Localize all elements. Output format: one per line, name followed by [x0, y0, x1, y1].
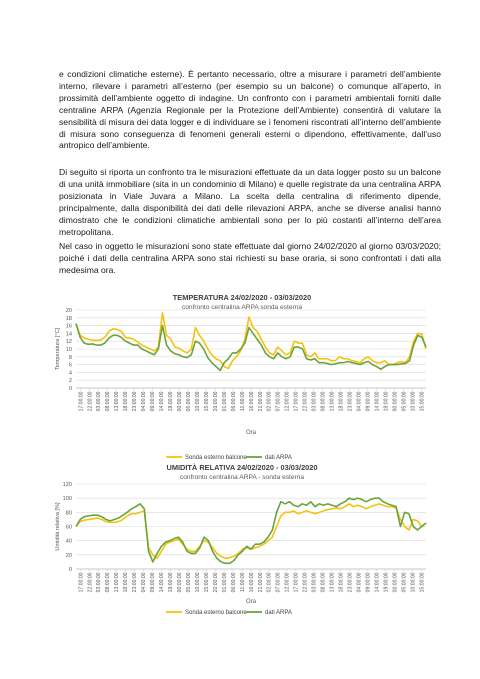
- x-tick-label: 23:00:00: [132, 391, 139, 412]
- y-tick-label: 120: [62, 482, 72, 488]
- paragraph-3: Nel caso in oggetto le misurazioni sono state effettuate dal giorno 24/02/2020 al giorno 03/03/2020; poiché i dati della centralina ARPA sono stai richiesti su base oraria, si sono confrontati i dati alla medesima ora.: [59, 241, 441, 275]
- x-tick-label: 10:00:00: [410, 391, 417, 412]
- y-tick-label: 8: [68, 354, 72, 361]
- x-tick-label: 04:00:00: [141, 572, 148, 593]
- x-tick-label: 22:00:00: [87, 391, 94, 412]
- series-line-1: [76, 313, 426, 369]
- x-tick-label: 17:00:00: [293, 572, 300, 593]
- x-tick-label: 01:00:00: [221, 572, 228, 593]
- x-tick-label: 20:00:00: [212, 391, 219, 412]
- y-tick-label: 10: [65, 347, 72, 353]
- x-tick-label: 13:00:00: [114, 572, 121, 593]
- x-tick-label: 19:00:00: [383, 391, 390, 412]
- x-tick-label: 20:00:00: [212, 572, 219, 593]
- legend-label: dati ARPA: [265, 610, 292, 616]
- temperature-chart: [56, 291, 428, 463]
- x-tick-label: 05:00:00: [185, 391, 192, 412]
- x-tick-label: 08:00:00: [105, 572, 112, 593]
- y-tick-label: 4: [68, 370, 72, 377]
- chart-subtitle: confronto centralina ARPA - sonda esterna: [179, 474, 305, 481]
- y-tick-label: 6: [68, 362, 72, 369]
- x-tick-label: 00:00:00: [177, 572, 184, 593]
- y-axis-title: Umidità relativa [%]: [55, 502, 61, 551]
- y-tick-label: 60: [65, 524, 72, 531]
- x-tick-label: 18:00:00: [123, 391, 130, 412]
- x-tick-label: 03:00:00: [311, 572, 318, 593]
- x-tick-label: 22:00:00: [87, 572, 94, 593]
- x-tick-label: 23:00:00: [132, 572, 139, 593]
- x-tick-label: 17:00:00: [78, 391, 85, 412]
- x-tick-label: 09:00:00: [365, 391, 372, 412]
- x-tick-label: 02:00:00: [266, 572, 273, 593]
- x-tick-label: 00:00:00: [392, 572, 399, 593]
- x-tick-label: 08:00:00: [320, 572, 327, 593]
- legend-label: dati ARPA: [265, 455, 292, 461]
- x-tick-label: 10:00:00: [194, 572, 201, 593]
- x-tick-label: 22:00:00: [302, 391, 309, 412]
- x-tick-label: 18:00:00: [123, 572, 130, 593]
- x-tick-label: 04:00:00: [141, 391, 148, 412]
- x-tick-label: 08:00:00: [105, 391, 112, 412]
- y-tick-label: 2: [68, 378, 72, 385]
- y-axis-title: Temperatura [°C]: [55, 327, 61, 371]
- x-tick-label: 00:00:00: [392, 391, 399, 412]
- x-tick-label: 03:00:00: [96, 391, 103, 412]
- x-tick-label: 07:00:00: [275, 572, 282, 593]
- y-tick-label: 100: [62, 496, 72, 503]
- x-tick-label: 15:00:00: [419, 391, 426, 412]
- x-tick-label: 03:00:00: [311, 391, 318, 412]
- x-tick-label: 14:00:00: [159, 572, 166, 593]
- x-tick-label: 09:00:00: [150, 572, 157, 593]
- x-tick-label: 13:00:00: [329, 391, 336, 412]
- paragraph-1: e condizioni climatiche esterne). È pertanto necessario, oltre a misurare i parametri dell’ambiente interno, rilevare i parametri all’esterno (per esempio su un balcone) o comunque all’aperto, in prossimità dell’ambiente oggetto di indagine. Un confronto con i parametri ambientali forniti dalle centraline ARPA (Agenzia Regionale per la Protezione dell’Ambiente) consentirà di valutare la sensibilità di misura dei data logger e di individuare se i fenomeni riscontrati all’interno dell’ambiente di misura sono conseguenza di fenomeni generali esterni o dipendono, effettivamente, dall’uso antropico dell’ambiente.: [59, 69, 441, 151]
- x-tick-label: 23:00:00: [347, 391, 354, 412]
- x-tick-label: 06:00:00: [230, 572, 237, 593]
- x-tick-label: 13:00:00: [114, 391, 121, 412]
- y-tick-label: 0: [68, 386, 72, 392]
- series-line-2: [76, 324, 426, 371]
- x-tick-label: 16:00:00: [248, 391, 255, 412]
- x-tick-label: 15:00:00: [203, 391, 210, 412]
- x-tick-label: 17:00:00: [78, 572, 85, 593]
- x-tick-label: 19:00:00: [168, 391, 175, 412]
- x-tick-label: 05:00:00: [401, 572, 408, 593]
- x-tick-label: 23:00:00: [347, 572, 354, 593]
- x-axis-title: Ora: [245, 599, 257, 605]
- x-tick-label: 14:00:00: [159, 391, 166, 412]
- x-tick-label: 18:00:00: [338, 572, 345, 593]
- y-tick-label: 0: [68, 567, 72, 573]
- y-tick-label: 18: [65, 315, 72, 322]
- x-tick-label: 02:00:00: [266, 391, 273, 412]
- y-tick-label: 16: [65, 323, 72, 330]
- x-axis-title: Ora: [245, 430, 257, 436]
- humidity-chart: [56, 463, 428, 618]
- x-tick-label: 00:00:00: [177, 391, 184, 412]
- x-tick-label: 04:00:00: [356, 391, 363, 412]
- x-tick-label: 21:00:00: [257, 572, 264, 593]
- x-tick-label: 14:00:00: [374, 391, 381, 412]
- x-tick-label: 12:00:00: [284, 391, 291, 412]
- x-tick-label: 11:00:00: [239, 572, 246, 592]
- x-tick-label: 01:00:00: [221, 391, 228, 412]
- x-tick-label: 13:00:00: [329, 572, 336, 593]
- x-tick-label: 12:00:00: [284, 572, 291, 593]
- legend-label: Sonda esterno balcone: [185, 610, 247, 616]
- x-tick-label: 19:00:00: [383, 572, 390, 593]
- y-tick-label: 20: [65, 308, 72, 314]
- x-tick-label: 22:00:00: [302, 572, 309, 593]
- x-tick-label: 07:00:00: [275, 391, 282, 412]
- y-tick-label: 40: [65, 538, 72, 545]
- x-tick-label: 08:00:00: [320, 391, 327, 412]
- x-tick-label: 09:00:00: [365, 572, 372, 593]
- x-tick-label: 03:00:00: [96, 572, 103, 593]
- y-tick-label: 12: [65, 339, 72, 346]
- series-line-2: [76, 498, 426, 563]
- x-tick-label: 04:00:00: [356, 572, 363, 593]
- x-tick-label: 09:00:00: [150, 391, 157, 412]
- chart-title: TEMPERATURA 24/02/2020 - 03/03/2020: [172, 293, 312, 302]
- paragraph-2: Di seguito si riporta un confronto tra le misurazioni effettuate da un data logger posto su un balcone di una unità immobiliare (sita in un condominio di Milano) e quelle registrate da una centralina ARPA posizionata in Viale Juvara a Milano. La scelta della centralina di riferimento dipende, principalmente, dalla disponibilità dei dati delle rilevazioni ARPA, anche se diverse analisi hanno dimostrato che le condizioni climatiche ambientali sono per lo più costanti all’interno dell’area metropolitana.: [59, 167, 441, 237]
- x-tick-label: 16:00:00: [248, 572, 255, 593]
- x-tick-label: 17:00:00: [293, 391, 300, 412]
- x-tick-label: 18:00:00: [338, 391, 345, 412]
- y-tick-label: 14: [65, 331, 72, 338]
- x-tick-label: 11:00:00: [239, 391, 246, 411]
- x-tick-label: 21:00:00: [257, 391, 264, 412]
- chart-subtitle: confronto centralina ARPA sonda esterna: [181, 304, 303, 311]
- x-tick-label: 14:00:00: [374, 572, 381, 593]
- chart-title: UMIDITÀ RELATIVA 24/02/2020 - 03/03/2020: [166, 463, 318, 472]
- legend-label: Sonda esterno balcone: [185, 455, 247, 461]
- x-tick-label: 10:00:00: [410, 572, 417, 593]
- y-tick-label: 80: [65, 510, 72, 517]
- y-tick-label: 20: [65, 552, 72, 559]
- x-tick-label: 05:00:00: [185, 572, 192, 593]
- x-tick-label: 05:00:00: [401, 391, 408, 412]
- x-tick-label: 19:00:00: [168, 572, 175, 593]
- x-tick-label: 06:00:00: [230, 391, 237, 412]
- x-tick-label: 15:00:00: [203, 572, 210, 593]
- x-tick-label: 10:00:00: [194, 391, 201, 412]
- x-tick-label: 15:00:00: [419, 572, 426, 593]
